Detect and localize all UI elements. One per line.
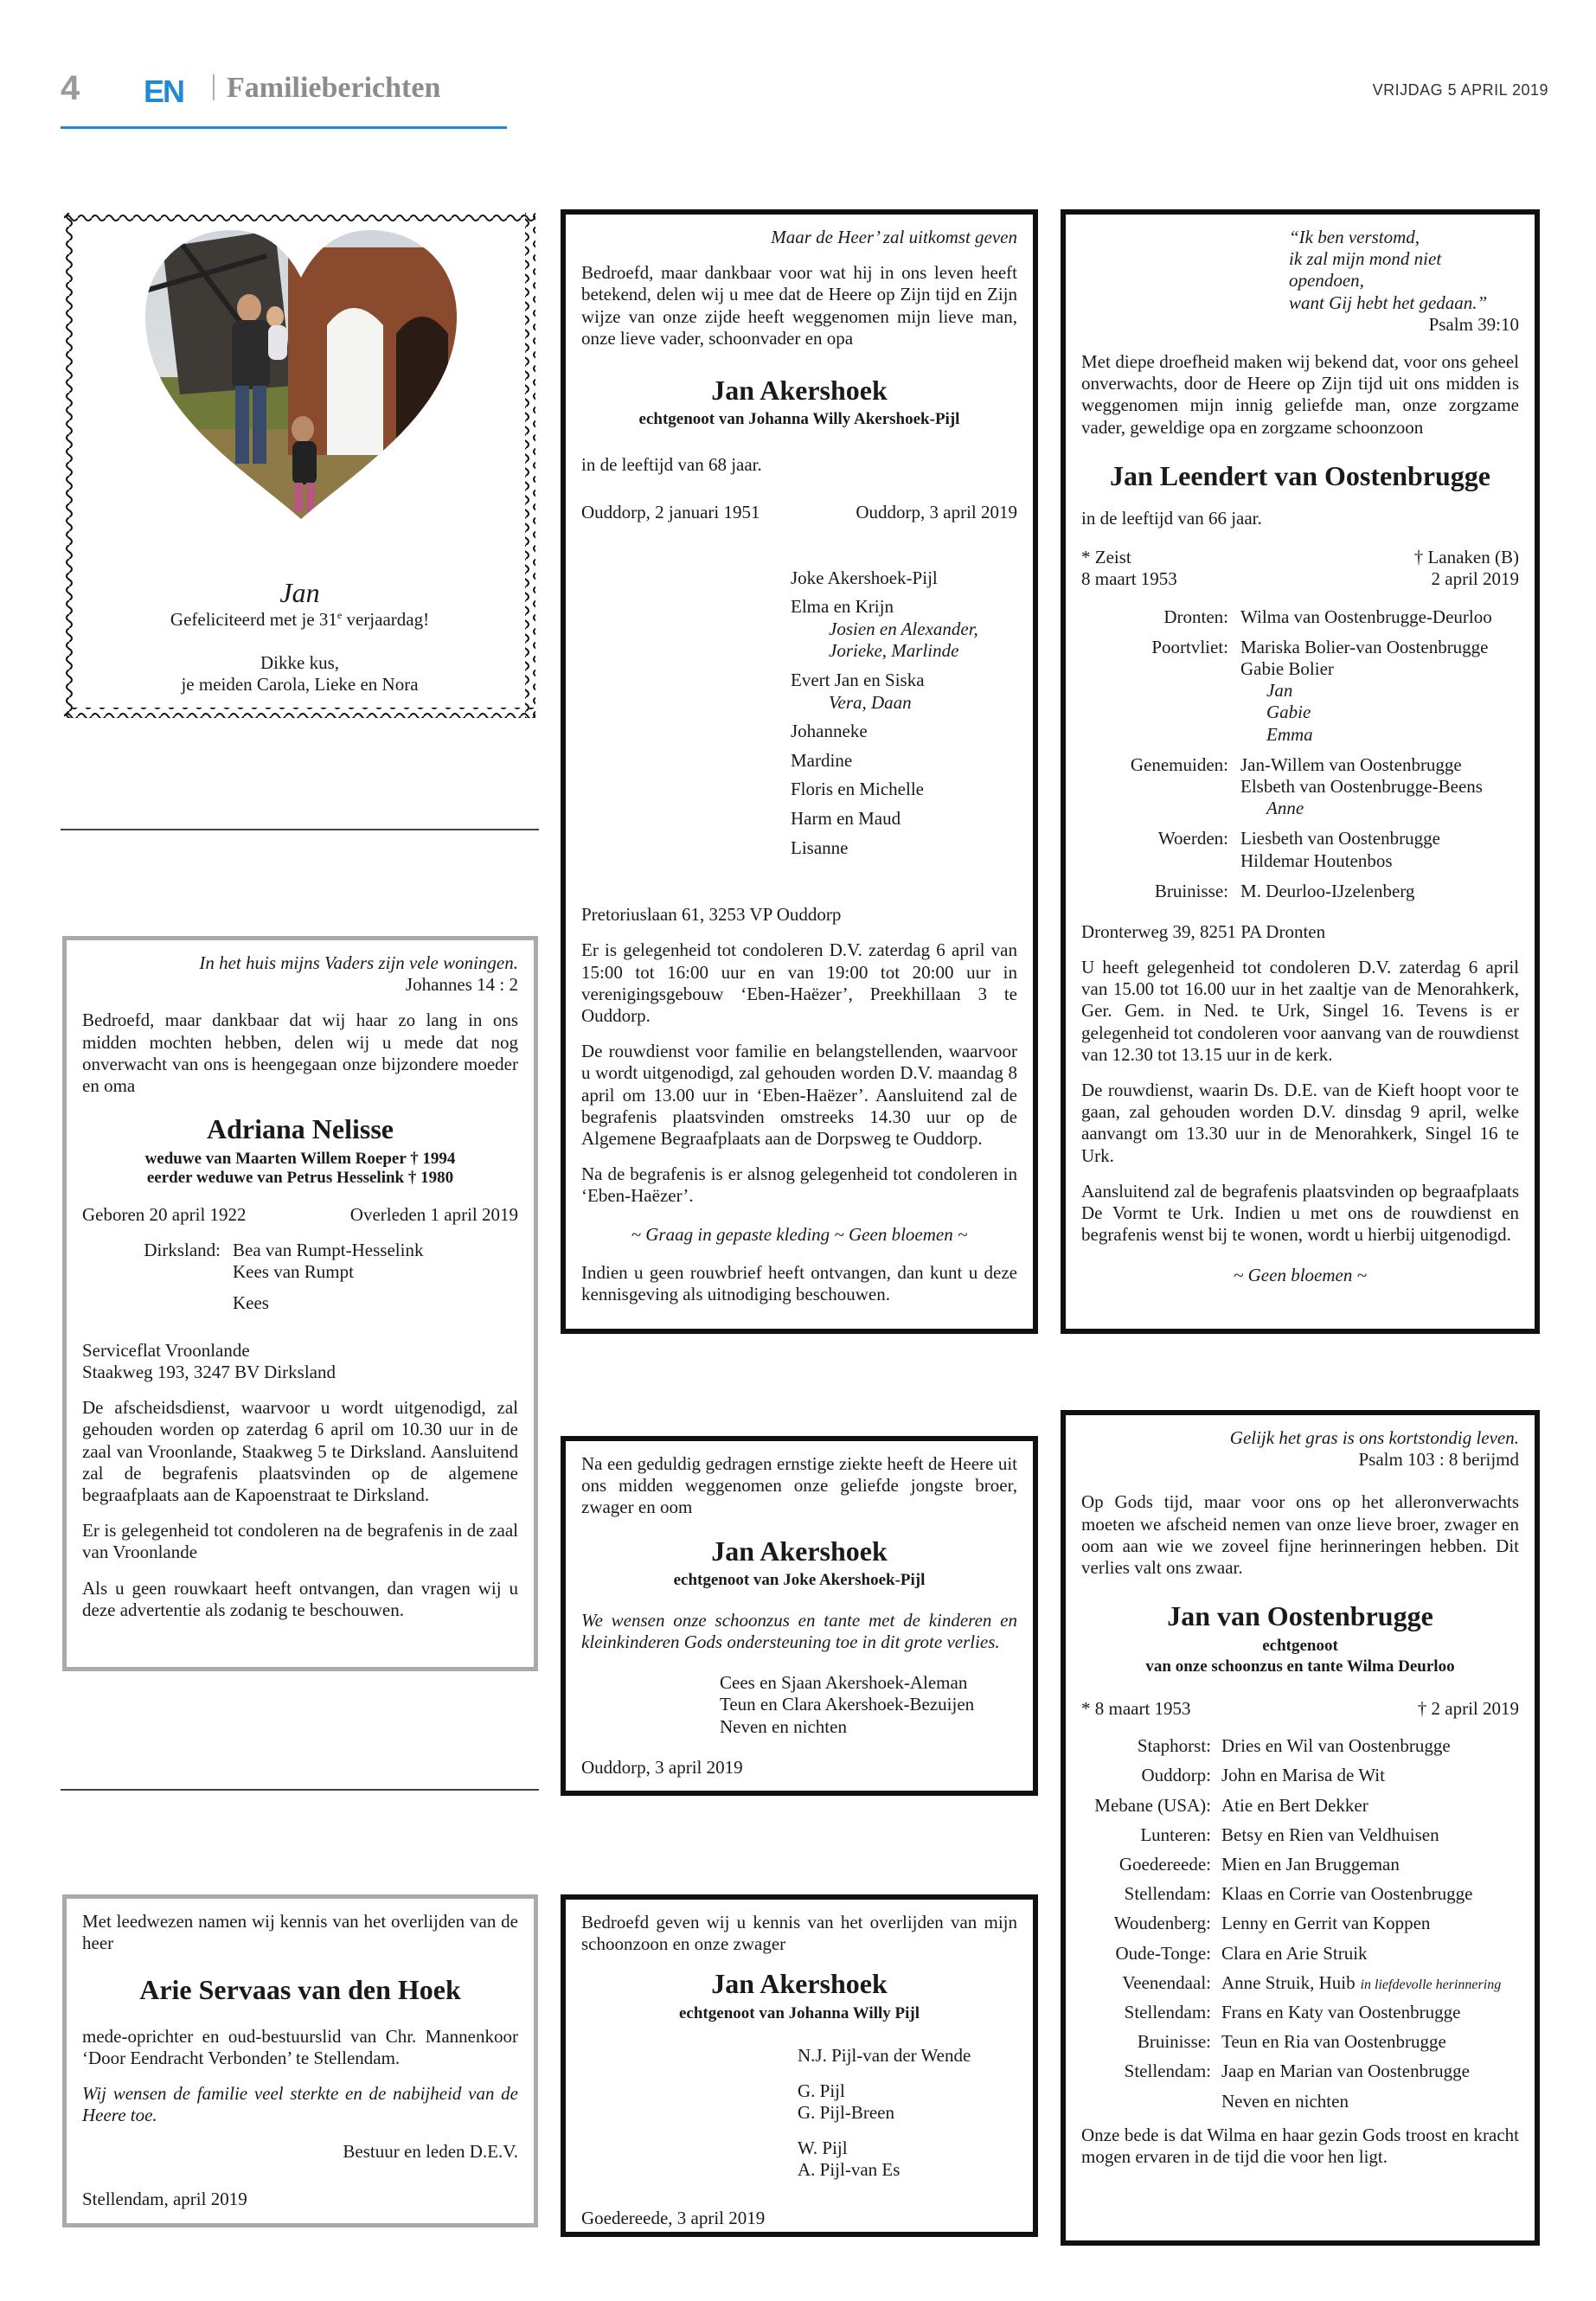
family-member: Teun en Ria van Oostenbrugge [1221,2031,1446,2053]
birthday-message [64,576,535,695]
family-row [1081,1824,1519,1846]
family-place: Woudenberg: [1113,1913,1211,1934]
scripture-quote: In het huis mijns Vaders zijn vele woningen. [199,952,518,973]
life-dates [82,1204,518,1226]
born-date: * 8 maart 1953 [1081,1698,1191,1720]
family-member: Clara en Arie Struik [1221,1942,1368,1964]
intro-text: Na een geduldig gedragen ernstige ziekte heeft de Heere uit ons midden weggenomen onze geliefde jongste broer, zwager en oom [581,1453,1017,1518]
family-member: Evert Jan en Siska [791,669,925,690]
obituary-oostenbrugge-siblings [1061,1410,1540,2246]
family-group [1081,881,1519,902]
family-place: Stellendam: [1124,1883,1211,1905]
scripture-ref: Johannes 14 : 2 [405,974,518,996]
family-member: Dries en Wil van Oostenbrugge [1221,1735,1451,1757]
obituary-oostenbrugge-family [1061,209,1540,1334]
spouse-line: echtgenoot van Johanna Willy Pijl [679,2003,920,2022]
family-member: Kees [233,1292,269,1313]
header-divider [213,74,215,100]
family-place: Dirksland: [144,1240,221,1261]
deceased-name: Jan Akershoek [711,374,888,406]
family-member: Hildemar Houtenbos [1240,849,1393,871]
family-member: Floris en Michelle [791,779,924,800]
family-member: Kees van Rumpt [233,1261,354,1283]
family-place [1081,2091,1211,2112]
scripture-ref: Psalm 103 : 8 berijmd [1358,1449,1519,1471]
wish-text: Wij wensen de familie veel sterkte en de nabijheid van de Heere toe. [82,2083,518,2126]
family-row [1081,2091,1519,2112]
birthday-line2: Dikke kus, [260,651,339,673]
dress-note: ~ Graag in gepaste kleding ~ Geen bloemen ~ [631,1224,968,1246]
family-member: Mariska Bolier-van Oostenbrugge [1240,636,1489,657]
intro-text: Met leedwezen namen wij kennis van het overlijden van de heer [82,1911,518,1954]
scripture-ref: Psalm 39:10 [1428,313,1519,335]
grandchild: Jan [1266,680,1293,702]
intro-text: Bedroefd, maar dankbaar dat wij haar zo lang in ons midden mochten hebben, delen wij u mede dat nog onverwacht van ons is heengegaan onze bijzondere moeder en oma [82,1009,518,1096]
service-text: De rouwdienst voor familie en belangstellenden, waarvoor u wordt uitgenodigd, zal gehouden worden D.V. maandag 8 april om 13.00 uur in ‘Eben-Haëzer’. Aansluitend zal de begrafenis plaatsvinden omstreeks 14.30 uur op de Algemene Begraafplaats aan de Dorpsweg te Ouddorp. [581,1041,1017,1149]
family-place: Genemuiden: [1130,753,1228,775]
died-date: Ouddorp, 3 april 2019 [856,502,1017,523]
notice-text: Als u geen rouwkaart heeft ontvangen, dan vragen wij u deze advertentie als zodanig te beschouwen. [82,1577,518,1620]
age-text: in de leeftijd van 66 jaar. [1081,508,1262,529]
family-member: Klaas en Corrie van Oostenbrugge [1221,1883,1473,1905]
tribute-text: mede-oprichter en oud-bestuurslid van Chr. Mannenkoor ‘Door Eendracht Verbonden’ te Stellendam. [82,2025,518,2068]
grandchild: Emma [1266,723,1313,745]
family-place: Veenendaal: [1122,1971,1211,1993]
family-place: Staphorst: [1137,1735,1211,1757]
memorial-note: in liefdevolle herinnering [1360,1977,1502,1992]
died-date: Overleden 1 april 2019 [349,1204,518,1226]
family-member: A. Pijl-van Es [798,2159,901,2181]
family-member: Bea van Rumpt-Hesselink [233,1240,424,1261]
family-place: Stellendam: [1124,2001,1211,2022]
spouse-line: weduwe van Maarten Willem Roeper † 1994 [144,1149,456,1168]
family-member: Elsbeth van Oostenbrugge-Beens [1240,775,1483,797]
en-logo: EN [144,74,184,109]
grandchildren: Josien en Alexander, [829,618,978,639]
deceased-name: Jan Leendert van Oostenbrugge [1110,459,1490,491]
family-place: Lunteren: [1140,1823,1211,1845]
intro-text: Op Gods tijd, maar voor ons op het alleronverwachts moeten we afscheid nemen van onze lieve broer, zwager en oom aan wie we zoveel fijne herinneringen hebben. Dit verlies valt ons zwaar. [1081,1491,1519,1578]
family-member: Johanneke [791,721,868,742]
family-place: Woerden: [1157,828,1228,849]
family-member: Liesbeth van Oostenbrugge [1240,828,1440,849]
died-date: 2 april 2019 [1431,568,1519,590]
family-place: Stellendam: [1124,2061,1211,2082]
issue-date: VRIJDAG 5 APRIL 2019 [1372,81,1548,99]
column-divider [61,1789,539,1791]
address: Serviceflat Vroonlande Staakweg 193, 3247 BV Dirksland [82,1339,337,1383]
burial-text: Aansluitend zal de begrafenis plaatsvinden op begraafplaats De Vormt te Urk. Indien u met ons de rouwdienst en begrafenis wenst bij te wonen, wordt u hierbij uitgenodigd. [1081,1180,1519,1246]
service-text: De rouwdienst, waarin Ds. D.E. van de Kieft hoopt voor te gaan, zal gehouden worden D.V. dinsdag 9 april, welke aanvangt om 13.30 uur in de Menorahkerk, Singel 16 te Urk. [1081,1080,1519,1166]
obituary-akershoek-family [561,209,1038,1334]
family-member: Cees en Sjaan Akershoek-Aleman [720,1672,968,1694]
birthday-line3: je meiden Carola, Lieke en Nora [181,673,419,695]
family-row [1081,2061,1519,2082]
family-member: Lisanne [791,836,849,858]
scripture-quote: Maar de Heer’ zal uitkomst geven [771,227,1017,247]
family-member: John en Marisa de Wit [1221,1765,1385,1786]
born-date: 8 maart 1953 [1081,568,1177,590]
deceased-name: Adriana Nelisse [207,1113,394,1145]
deceased-name: Arie Servaas van den Hoek [139,1974,461,2006]
family-group [1081,637,1519,746]
closing-text: Onze bede is dat Wilma en haar gezin Gods troost en kracht mogen ervaren in de tijd die voor hen ligt. [1081,2124,1519,2167]
family-member: Gabie Bolier [1240,658,1334,680]
family-member: Atie en Bert Dekker [1221,1794,1368,1816]
family-row [1081,1883,1519,1905]
condolence-text: U heeft gelegenheid tot condoleren D.V. zaterdag 6 april van 15.00 tot 16.00 uur in het zaaltje van de Menorahkerk, Ger. Gem. in Ned. te Urk, Singel 16. Tevens is er gelegenheid tot condoleren voor aanvang van de rouwdienst van 12.30 tot 13.15 uur in de kerk. [1081,957,1519,1065]
family-place: Bruinisse: [1137,2031,1211,2053]
obituary-akershoek-inlaws [561,1894,1038,2237]
family-place: Oude-Tonge: [1115,1942,1211,1964]
place-date: Ouddorp, 3 april 2019 [581,1756,743,1778]
grandchild: Gabie [1266,702,1311,723]
birthday-line: Gefeliciteerd met je 31e verjaardag! [170,609,430,631]
intro-text: Bedroefd geven wij u kennis van het overlijden van mijn schoonzoon en onze zwager [581,1912,1017,1955]
family-member: Frans en Katy van Oostenbrugge [1221,2001,1461,2022]
family-row [1081,1795,1519,1817]
grandchildren: Vera, Daan [829,691,912,713]
deceased-name: Jan van Oostenbrugge [1167,1600,1433,1632]
family-group [1081,828,1519,871]
family-member: Harm en Maud [791,807,901,829]
life-dates [1081,1698,1519,1720]
after-burial-text: Na de begrafenis is er alsnog gelegenheid tot condoleren in ‘Eben-Haëzer’. [581,1163,1017,1207]
family-member: N.J. Pijl-van der Wende [798,2044,971,2066]
address: Pretoriuslaan 61, 3253 VP Ouddorp [581,904,842,926]
scripture-quote: Gelijk het gras is ons kortstondig leven. [1229,1427,1519,1448]
life-dates [581,502,1017,523]
spouse-line-2: eerder weduwe van Petrus Hesselink † 1980 [146,1169,454,1188]
family-row [1081,1972,1519,1994]
family-row [1081,1735,1519,1757]
family-row [1081,1913,1519,1934]
deceased-name: Jan Akershoek [711,1968,888,2000]
intro-text: Met diepe droefheid maken wij bekend dat, voor ons geheel onverwachts, door de Heere op Zijn tijd uit ons midden is weggenomen mijn innig geliefde man, onze zorgzame vader, geweldige opa en zorgzame schoonzoon [1081,350,1519,438]
family-row [1081,2002,1519,2023]
family-member: Mardine [791,749,853,771]
died-date: † 2 april 2019 [1417,1698,1519,1720]
family-member: Lenny en Gerrit van Koppen [1221,1913,1431,1934]
place-date: Goedereede, 3 april 2019 [581,2207,766,2228]
deceased-name: Jan Akershoek [711,1535,888,1567]
family-list [1081,606,1519,902]
page-number: 4 [61,69,80,107]
birthday-name: Jan [279,577,320,608]
place-date: Stellendam, april 2019 [82,2188,247,2209]
family-member: Joke Akershoek-Pijl [791,567,938,588]
family-place: Ouddorp: [1141,1765,1211,1786]
family-list [581,567,1017,860]
life-dates [1081,547,1519,590]
family-group [1081,754,1519,820]
family-row [1081,2031,1519,2053]
obituary-hoek [62,1894,538,2227]
heart-photo [145,230,457,519]
born-date: Ouddorp, 2 januari 1951 [581,502,760,523]
family-member: W. Pijl [798,2138,848,2159]
spouse-line: echtgenoot [1262,1636,1338,1655]
notice-text: Indien u geen rouwbrief heeft ontvangen, dan kunt u deze kennisgeving als uitnodiging beschouwen. [581,1261,1017,1304]
family-place: Poortvliet: [1151,636,1228,657]
scripture-quote: “Ik ben verstomd, ik zal mijn mond niet opendoen, want Gij hebt het gedaan.” [1289,227,1488,313]
intro-text: Bedroefd, maar dankbaar voor wat hij in ons leven heeft betekend, delen wij u mee dat de Heere op Zijn tijd en Zijn wijze van onze zijde heeft weggenomen mijn lieve man, onze lieve vader, schoonvader en opa [581,262,1017,349]
family-member: Betsy en Rien van Veldhuisen [1221,1823,1439,1845]
condolence-text: Er is gelegenheid tot condoleren D.V. zaterdag 6 april van 15:00 tot 16:00 uur en van 19:00 tot 20:00 uur in verenigingsgebouw ‘Eben-Haëzer’, Preekhillaan 3 te Ouddorp. [581,939,1017,1026]
family-list [82,1240,518,1314]
obituary-nelisse [62,936,538,1671]
family-member: Neven en nichten [1221,2090,1349,2112]
family-row [1081,1943,1519,1965]
family-member: Neven en nichten [720,1715,847,1737]
service-text: De afscheidsdienst, waarvoor u wordt uitgenodigd, zal gehouden worden op zaterdag 6 april om 10.30 uur in de zaal van Vroonlande, Staakweg 5 te Dirksland. Aansluitend zal de begrafenis plaatsvinden op de algemene begraafplaats aan de Kapoenstraat te Dirksland. [82,1397,518,1505]
address: Dronterweg 39, 8251 PA Dronten [1081,920,1326,942]
grandchild: Anne [1266,798,1304,819]
family-place: Mebane (USA): [1094,1794,1211,1816]
family-member: G. Pijl [798,2080,845,2101]
born-date: Geboren 20 april 1922 [82,1204,247,1226]
section-title: Familieberichten [227,72,441,104]
family-member: Jan-Willem van Oostenbrugge [1240,753,1462,775]
spouse-line-2: van onze schoonzus en tante Wilma Deurloo [1145,1657,1455,1676]
family-list [581,1672,1017,1738]
family-place: Goedereede: [1118,1854,1211,1875]
family-member: M. Deurloo-IJzelenberg [1240,880,1415,901]
grandchildren: Jorieke, Marlinde [829,640,959,662]
family-member: Elma en Krijn [791,596,894,618]
family-place: Dronten: [1163,606,1228,627]
family-place: Bruinisse: [1154,880,1228,901]
born-place: * Zeist [1081,547,1131,568]
family-list [1081,1735,1519,2112]
header-rule [61,126,507,129]
condolence-text: Er is gelegenheid tot condoleren na de begrafenis in de zaal van Vroonlande [82,1520,518,1563]
family-row [1081,1765,1519,1786]
column-divider [61,829,539,830]
family-row [1081,1854,1519,1875]
family-list [581,2045,1017,2182]
family-member: Teun en Clara Akershoek-Bezuijen [720,1694,975,1715]
spouse-line: echtgenoot van Joke Akershoek-Pijl [673,1570,926,1589]
died-place: † Lanaken (B) [1413,547,1519,568]
family-member: Anne Struik, Huib [1221,1971,1356,1993]
obituary-akershoek-siblings [561,1436,1038,1796]
family-group [1081,606,1519,628]
flowers-note: ~ Geen bloemen ~ [1234,1265,1367,1286]
wish-text: We wensen onze schoonzus en tante met de kinderen en kleinkinderen Gods ondersteuning toe in dit grote verlies. [581,1609,1017,1652]
family-member: G. Pijl-Breen [798,2101,894,2123]
signature: Bestuur en leden D.E.V. [343,2140,518,2162]
family-member: Wilma van Oostenbrugge-Deurloo [1240,606,1492,627]
family-member: Mien en Jan Bruggeman [1221,1854,1400,1875]
family-member: Jaap en Marian van Oostenbrugge [1221,2061,1470,2082]
spouse-line: echtgenoot van Johanna Willy Akershoek-Pijl [638,410,960,429]
page-header [61,67,1548,119]
age-text: in de leeftijd van 68 jaar. [581,454,762,476]
